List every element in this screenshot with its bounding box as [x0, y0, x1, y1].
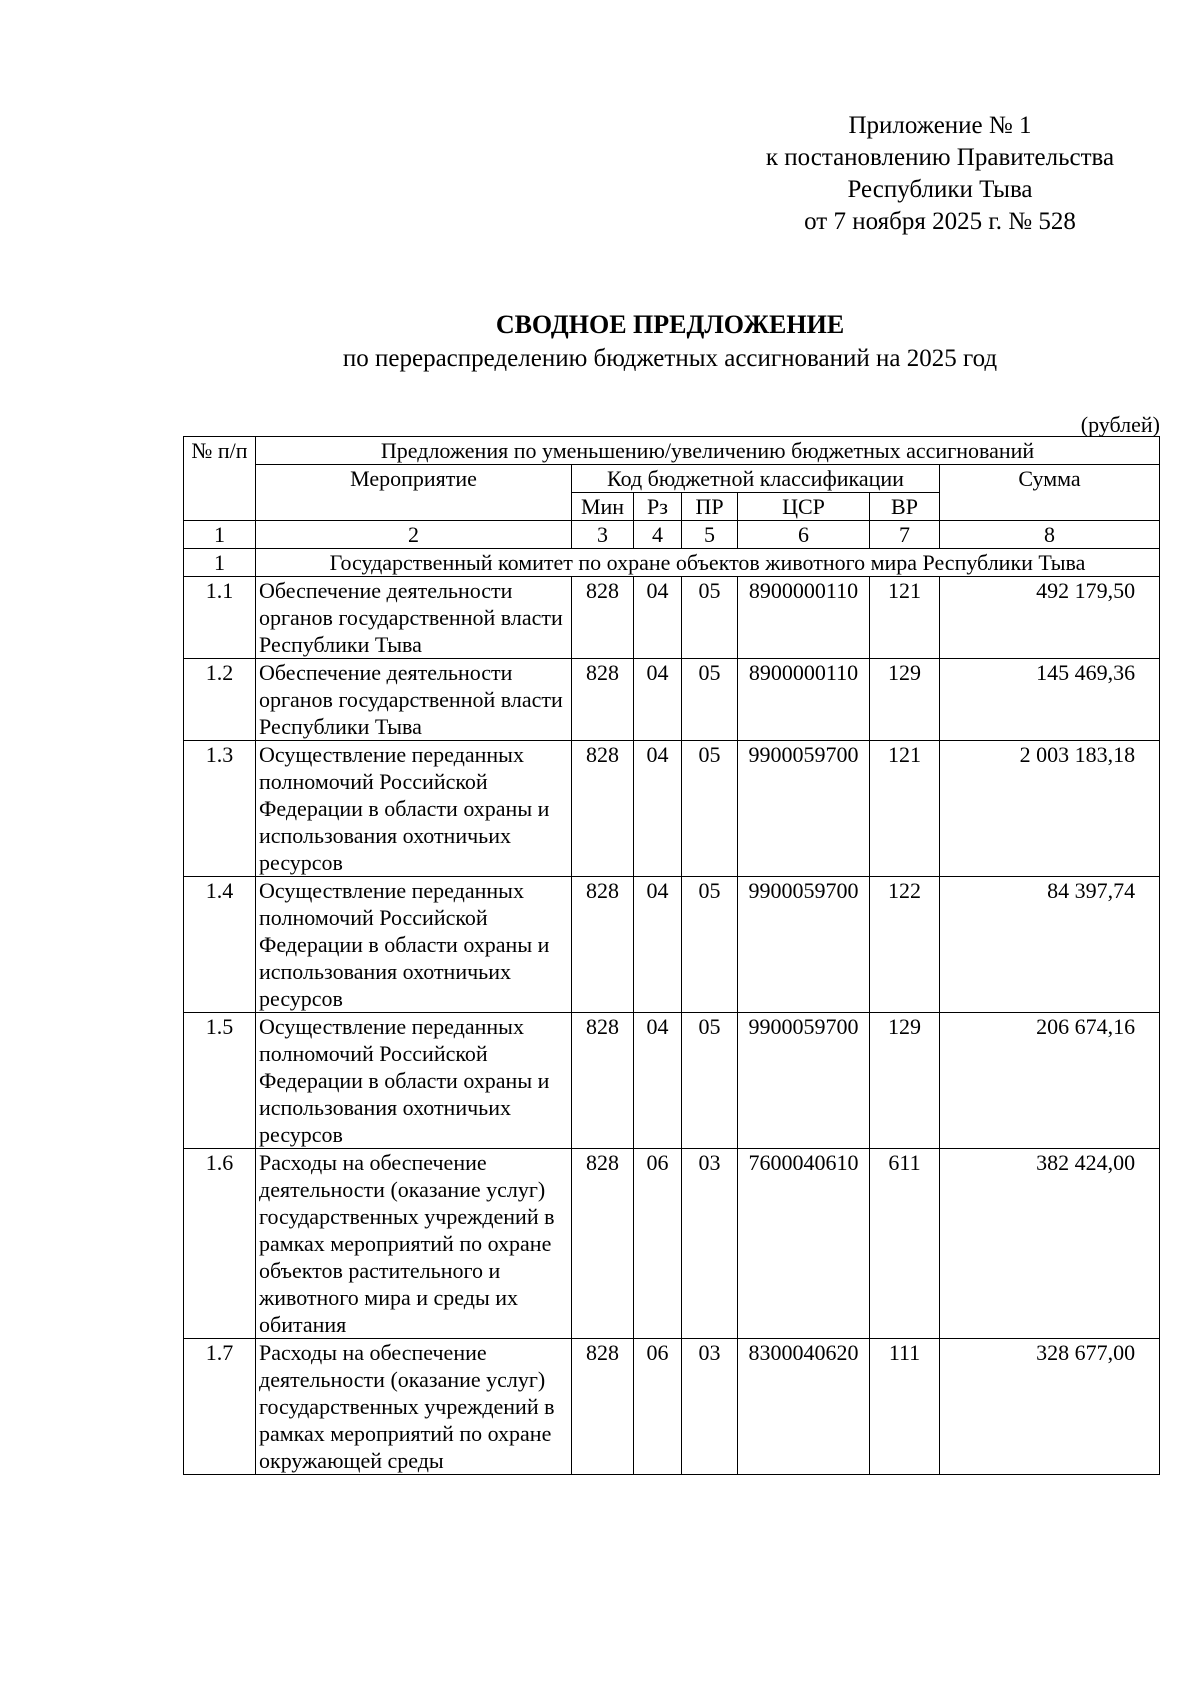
- document-title: СВОДНОЕ ПРЕДЛОЖЕНИЕ: [495, 310, 845, 339]
- column-number: 6: [738, 521, 870, 549]
- row-pr: 05: [682, 741, 738, 877]
- column-numbers-row: [184, 521, 1160, 549]
- row-rz: 06: [634, 1339, 682, 1475]
- row-min: 828: [572, 741, 634, 877]
- row-num: 1.3: [184, 741, 256, 877]
- table-row: [184, 877, 1160, 1013]
- row-pr: 05: [682, 1013, 738, 1149]
- units-label: (рублей): [1080, 412, 1160, 437]
- col-header-vr: ВР: [870, 493, 940, 521]
- col-header-sum: Сумма: [940, 465, 1160, 521]
- row-event: Осуществление переданных полномочий Российской Федерации в области охраны и использования охотничьих ресурсов: [256, 1013, 572, 1149]
- row-sum: 328 677,00: [940, 1339, 1160, 1475]
- appendix-line-3: Республики Тыва: [847, 176, 1033, 203]
- row-vr: 129: [870, 1013, 940, 1149]
- document-subtitle: по перераспределению бюджетных ассигнований на 2025 год: [342, 345, 998, 372]
- col-header-min: Мин: [572, 493, 634, 521]
- column-number: 1: [184, 521, 256, 549]
- row-pr: 03: [682, 1149, 738, 1339]
- row-min: 828: [572, 1339, 634, 1475]
- row-rz: 04: [634, 877, 682, 1013]
- row-vr: 111: [870, 1339, 940, 1475]
- column-number: 8: [940, 521, 1160, 549]
- appendix-line-2: к постановлению Правительства: [765, 144, 1115, 171]
- row-event: Обеспечение деятельности органов государственной власти Республики Тыва: [256, 577, 572, 659]
- row-sum: 382 424,00: [940, 1149, 1160, 1339]
- row-num: 1.5: [184, 1013, 256, 1149]
- row-pr: 03: [682, 1339, 738, 1475]
- row-csr: 8300040620: [738, 1339, 870, 1475]
- table-body: [184, 577, 1160, 1475]
- table-row: [184, 741, 1160, 877]
- row-event: Расходы на обеспечение деятельности (оказание услуг) государственных учреждений в рамках мероприятий по охране объектов растительного и животного мира и среды их обитания: [256, 1149, 572, 1339]
- row-csr: 8900000110: [738, 577, 870, 659]
- row-num: 1.4: [184, 877, 256, 1013]
- row-sum: 84 397,74: [940, 877, 1160, 1013]
- appendix-line-1: Приложение № 1: [848, 112, 1032, 139]
- group-header: Предложения по уменьшению/увеличению бюджетных ассигнований: [256, 437, 1160, 465]
- table-row: [184, 1013, 1160, 1149]
- row-num: 1.2: [184, 659, 256, 741]
- row-num: 1.7: [184, 1339, 256, 1475]
- row-min: 828: [572, 1013, 634, 1149]
- section-num: 1: [184, 549, 256, 577]
- table-row: [184, 1339, 1160, 1475]
- row-rz: 04: [634, 659, 682, 741]
- row-csr: 9900059700: [738, 741, 870, 877]
- row-vr: 121: [870, 741, 940, 877]
- column-number: 4: [634, 521, 682, 549]
- row-sum: 492 179,50: [940, 577, 1160, 659]
- table-header: [184, 437, 1160, 577]
- row-vr: 129: [870, 659, 940, 741]
- col-header-pr: ПР: [682, 493, 738, 521]
- row-min: 828: [572, 577, 634, 659]
- column-number: 7: [870, 521, 940, 549]
- section-row: [184, 549, 1160, 577]
- column-number: 2: [256, 521, 572, 549]
- row-num: 1.1: [184, 577, 256, 659]
- appendix-line-4: от 7 ноября 2025 г. № 528: [804, 208, 1076, 235]
- row-vr: 611: [870, 1149, 940, 1339]
- row-rz: 04: [634, 1013, 682, 1149]
- row-event: Осуществление переданных полномочий Российской Федерации в области охраны и использования охотничьих ресурсов: [256, 741, 572, 877]
- section-name: Государственный комитет по охране объектов животного мира Республики Тыва: [256, 549, 1160, 577]
- row-pr: 05: [682, 877, 738, 1013]
- col-header-event: Мероприятие: [256, 465, 572, 521]
- table-row: [184, 577, 1160, 659]
- col-header-rz: Рз: [634, 493, 682, 521]
- appendix-header: [720, 110, 1160, 238]
- row-sum: 206 674,16: [940, 1013, 1160, 1149]
- row-pr: 05: [682, 577, 738, 659]
- row-event: Расходы на обеспечение деятельности (оказание услуг) государственных учреждений в рамках мероприятий по охране окружающей среды: [256, 1339, 572, 1475]
- row-event: Обеспечение деятельности органов государственной власти Республики Тыва: [256, 659, 572, 741]
- row-csr: 8900000110: [738, 659, 870, 741]
- row-rz: 04: [634, 577, 682, 659]
- row-rz: 06: [634, 1149, 682, 1339]
- row-rz: 04: [634, 741, 682, 877]
- row-csr: 9900059700: [738, 877, 870, 1013]
- row-min: 828: [572, 877, 634, 1013]
- row-vr: 121: [870, 577, 940, 659]
- row-pr: 05: [682, 659, 738, 741]
- row-min: 828: [572, 659, 634, 741]
- column-number: 3: [572, 521, 634, 549]
- row-num: 1.6: [184, 1149, 256, 1339]
- row-csr: 9900059700: [738, 1013, 870, 1149]
- row-csr: 7600040610: [738, 1149, 870, 1339]
- table-row: [184, 659, 1160, 741]
- column-number: 5: [682, 521, 738, 549]
- row-sum: 145 469,36: [940, 659, 1160, 741]
- row-min: 828: [572, 1149, 634, 1339]
- col-header-csr: ЦСР: [738, 493, 870, 521]
- row-sum: 2 003 183,18: [940, 741, 1160, 877]
- budget-table: [183, 436, 1160, 1475]
- col-header-num: № п/п: [184, 437, 256, 521]
- table-row: [184, 1149, 1160, 1339]
- col-header-code-group: Код бюджетной классификации: [572, 465, 940, 493]
- row-vr: 122: [870, 877, 940, 1013]
- row-event: Осуществление переданных полномочий Российской Федерации в области охраны и использования охотничьих ресурсов: [256, 877, 572, 1013]
